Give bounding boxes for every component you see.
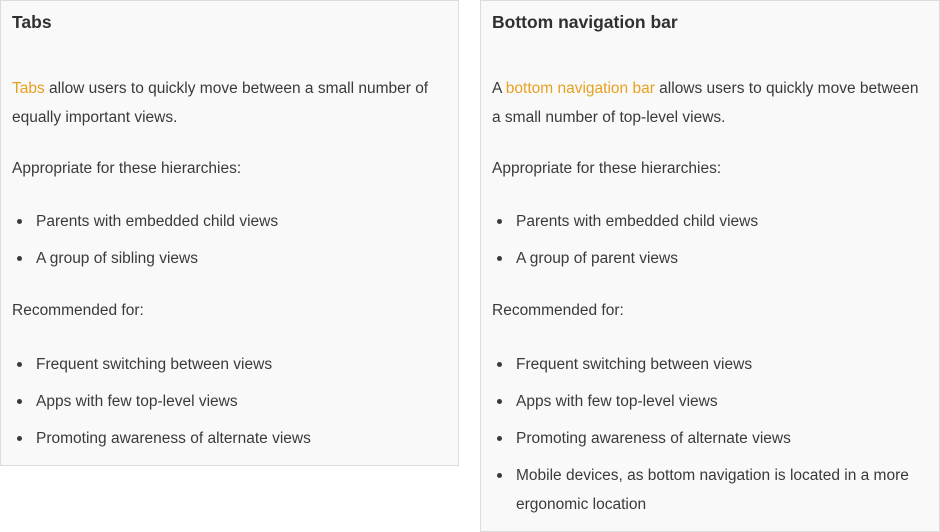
intro-prefix: A xyxy=(492,80,506,97)
list-item xyxy=(12,387,440,416)
card-intro xyxy=(492,74,925,132)
recommended-label: Recommended for: xyxy=(12,302,144,319)
list-item-text: Promoting awareness of alternate views xyxy=(36,430,311,447)
list-item-text: A group of parent views xyxy=(516,250,678,267)
bullet-icon xyxy=(497,256,502,261)
card-title: Bottom navigation bar xyxy=(492,12,678,32)
tabs-link[interactable]: Tabs xyxy=(12,80,45,97)
bullet-icon xyxy=(17,399,22,404)
list-item xyxy=(492,244,921,273)
list-item xyxy=(12,244,440,273)
bullet-icon xyxy=(497,219,502,224)
recommended-list xyxy=(492,350,921,519)
list-item-text: Parents with embedded child views xyxy=(36,213,279,230)
list-item xyxy=(492,461,921,519)
list-item-text: Mobile devices, as bottom navigation is located in a more ergonomic location xyxy=(516,467,909,513)
intro-text: allows users to quickly move between a small number of top-level views. xyxy=(492,80,919,126)
bottom-navigation-card xyxy=(480,0,940,532)
intro-text: allow users to quickly move between a small number of equally important views. xyxy=(12,80,429,126)
list-item xyxy=(12,207,440,236)
list-item xyxy=(492,350,921,379)
bullet-icon xyxy=(17,256,22,261)
list-item-text: Frequent switching between views xyxy=(516,356,753,373)
hierarchies-label: Appropriate for these hierarchies: xyxy=(492,160,722,177)
card-intro xyxy=(12,74,444,132)
list-item-text: Promoting awareness of alternate views xyxy=(516,430,791,447)
card-title: Tabs xyxy=(12,12,52,32)
bullet-icon xyxy=(497,399,502,404)
recommended-list xyxy=(12,350,440,453)
list-item xyxy=(12,424,440,453)
bullet-icon xyxy=(497,436,502,441)
bottom-navigation-link[interactable]: bottom navigation bar xyxy=(505,80,655,97)
bullet-icon xyxy=(497,473,502,478)
list-item-text: Apps with few top-level views xyxy=(516,393,718,410)
list-item xyxy=(492,424,921,453)
list-item-text: Apps with few top-level views xyxy=(36,393,238,410)
tabs-card xyxy=(0,0,459,466)
bullet-icon xyxy=(497,362,502,367)
recommended-label: Recommended for: xyxy=(492,302,624,319)
list-item-text: Parents with embedded child views xyxy=(516,213,759,230)
hierarchies-list xyxy=(492,207,921,273)
hierarchies-label: Appropriate for these hierarchies: xyxy=(12,160,242,177)
hierarchies-list xyxy=(12,207,440,273)
bullet-icon xyxy=(17,436,22,441)
list-item-text: A group of sibling views xyxy=(36,250,198,267)
bullet-icon xyxy=(17,219,22,224)
list-item-text: Frequent switching between views xyxy=(36,356,273,373)
list-item xyxy=(492,387,921,416)
list-item xyxy=(12,350,440,379)
list-item xyxy=(492,207,921,236)
bullet-icon xyxy=(17,362,22,367)
